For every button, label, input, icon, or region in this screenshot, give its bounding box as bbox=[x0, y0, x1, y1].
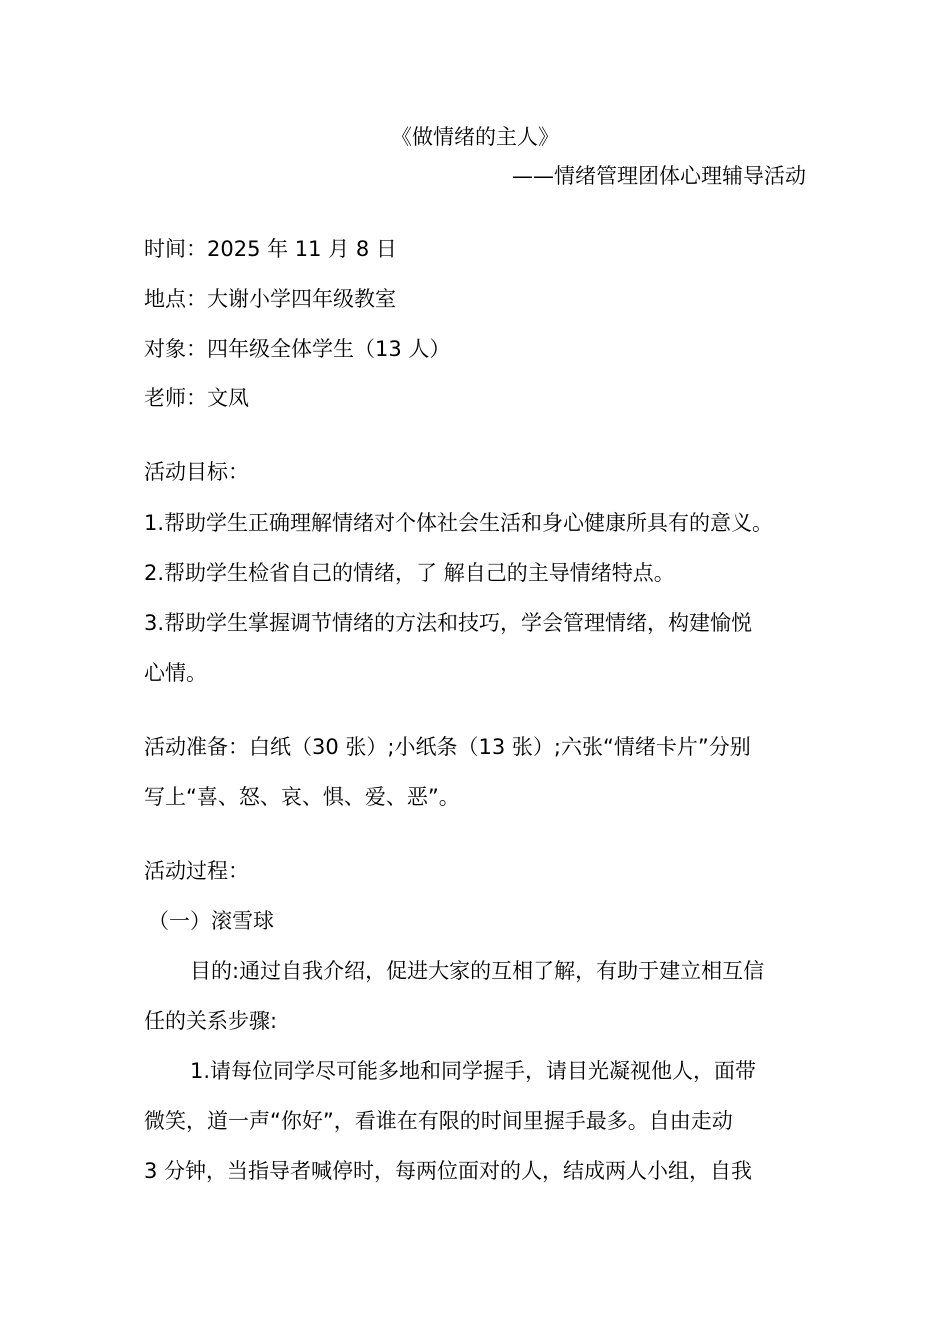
preparation-line-2: 写上“喜、怒、哀、惧、爱、恶”。 bbox=[144, 785, 460, 809]
info-teacher: 老师：文凤 bbox=[144, 386, 249, 410]
process-heading: 活动过程： bbox=[144, 859, 249, 883]
goal-item-3-line-2: 心情。 bbox=[144, 661, 207, 685]
goal-item-3-line-1: 3.帮助学生掌握调节情绪的方法和技巧，学会管理情绪，构建愉悦 bbox=[144, 611, 753, 635]
info-target: 对象：四年级全体学生（13 人） bbox=[144, 337, 451, 361]
purpose-line-1: 目的:通过自我介绍，促进大家的互相了解，有助于建立相互信 bbox=[190, 959, 765, 983]
goals-heading: 活动目标： bbox=[144, 460, 249, 484]
preparation-line-1: 活动准备：白纸（30 张）;小纸条（13 张）;六张“情绪卡片”分别 bbox=[144, 735, 751, 759]
info-place: 地点：大谢小学四年级教室 bbox=[144, 287, 396, 311]
document-subtitle: ——情绪管理团体心理辅导活动 bbox=[512, 164, 806, 188]
step-1-line-3: 3 分钟，当指导者喊停时，每两位面对的人，结成两人小组，自我 bbox=[144, 1159, 753, 1183]
step-1-line-2: 微笑，道一声“你好”，看谁在有限的时间里握手最多。自由走动 bbox=[144, 1109, 733, 1133]
document-title: 《做情绪的主人》 bbox=[391, 125, 559, 149]
goal-item-2: 2.帮助学生检省自己的情绪，了 解自己的主导情绪特点。 bbox=[144, 561, 675, 585]
step-1-line-1: 1.请每位同学尽可能多地和同学握手，请目光凝视他人，面带 bbox=[190, 1059, 757, 1083]
section-1-title: （一）滚雪球 bbox=[148, 909, 274, 933]
goal-item-1: 1.帮助学生正确理解情绪对个体社会生活和身心健康所具有的意义。 bbox=[144, 511, 774, 535]
purpose-line-2: 任的关系步骤: bbox=[144, 1009, 278, 1033]
info-time: 时间：2025 年 11 月 8 日 bbox=[144, 237, 397, 261]
